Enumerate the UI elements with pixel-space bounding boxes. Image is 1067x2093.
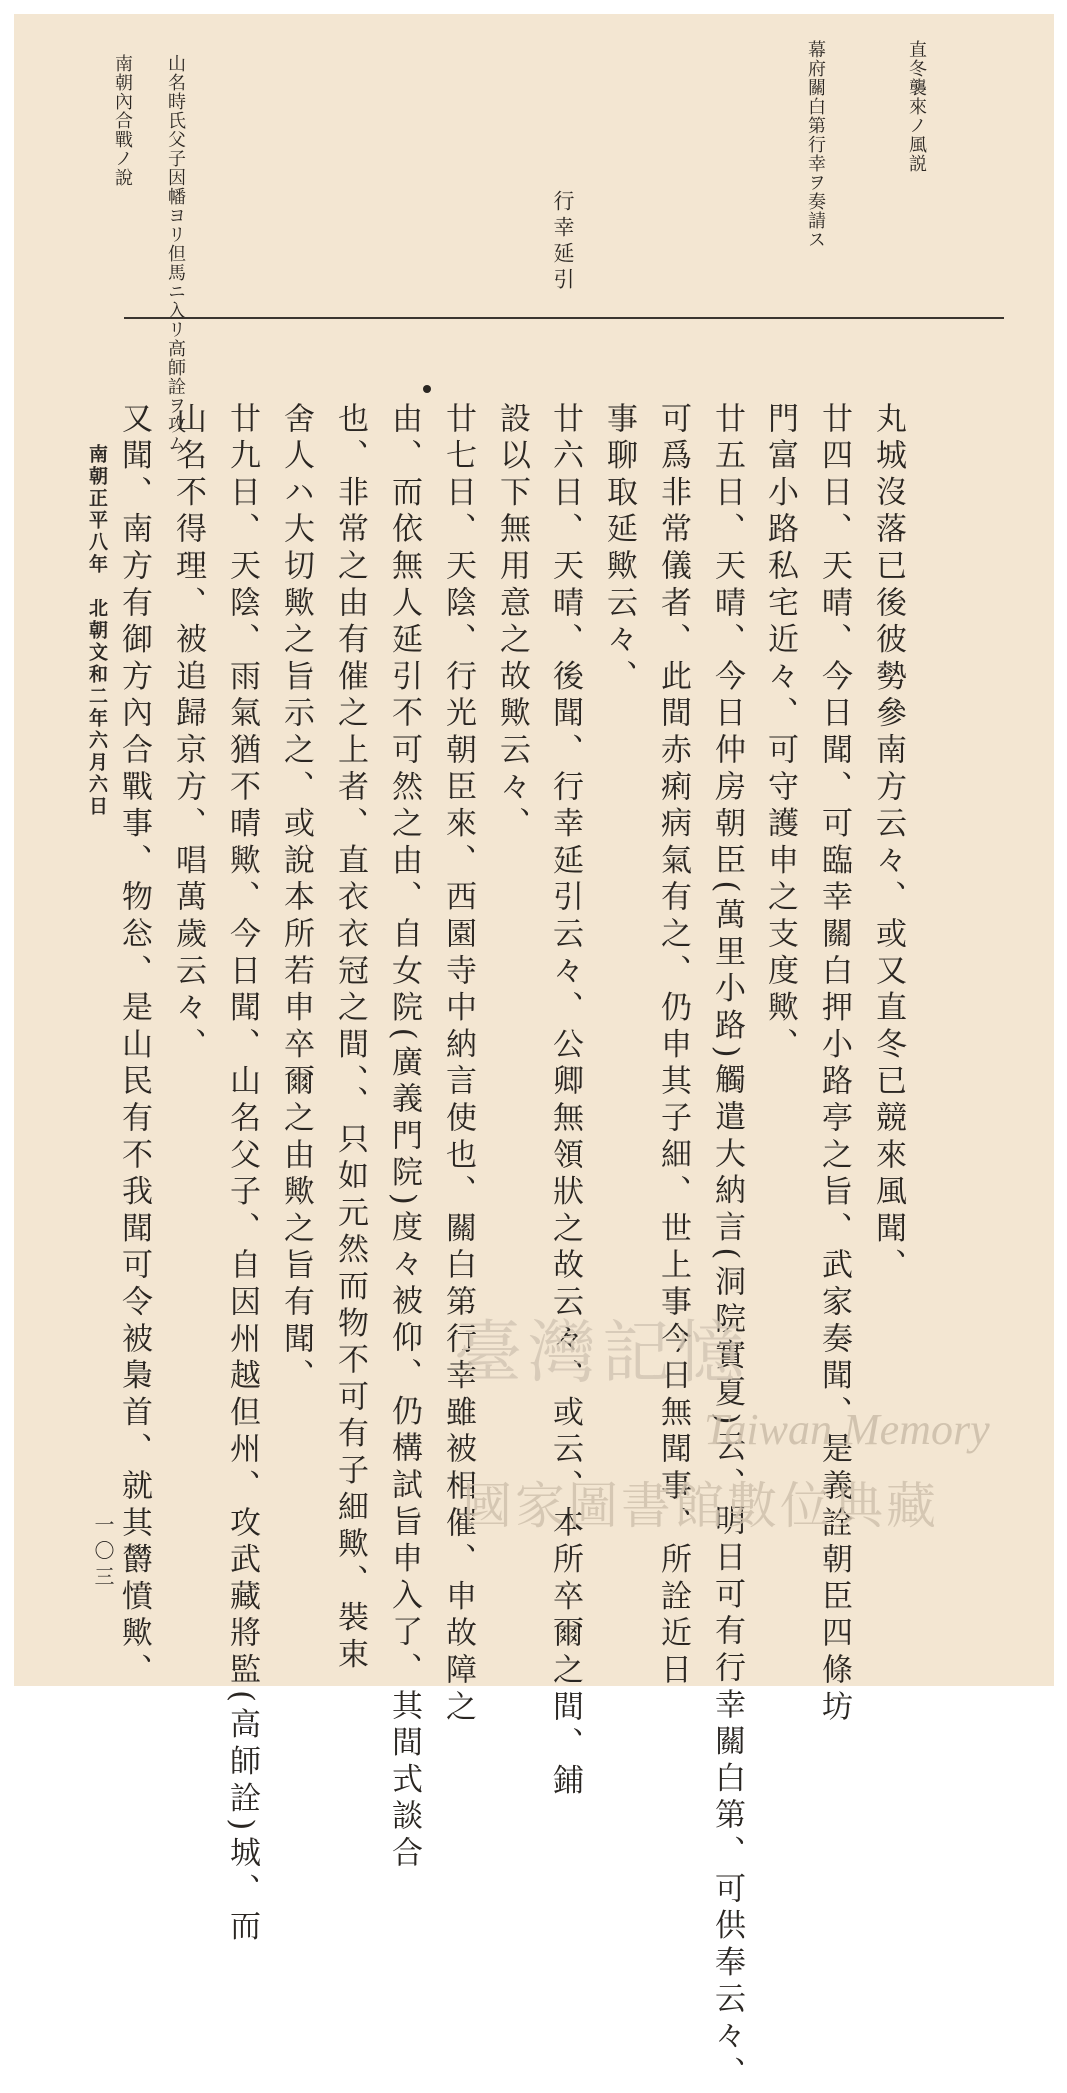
- headnote-yamana-attack: 山名時氏父子因幡ヨリ但馬ニ入リ高師詮ヲ攻ム: [165, 54, 186, 453]
- body-column-9: 廿七日、天陰、行光朝臣來、西園寺中納言使也、關白第行幸雖被相催、申故障之: [440, 402, 476, 1727]
- body-column-10: 由、而依無人延引不可然之由、自女院(廣義門院)度々被仰、仍構試旨申入了、其間式談合: [386, 402, 422, 1873]
- body-column-5: 可爲非常儀者、此間赤痢病氣有之、仍申其子細、世上事今日無聞事、所詮近日: [655, 402, 691, 1690]
- body-column-8: 設以下無用意之故歟云々、: [494, 402, 530, 844]
- body-column-1: 丸城沒落已後彼勢參南方云々、或又直冬已競來風聞、: [870, 402, 906, 1286]
- body-column-13: 廿九日、天陰、雨氣猶不晴歟、今日聞、山名父子、自因州越但州、攻武藏將監(高師詮)城、而: [224, 402, 260, 1947]
- body-column-2: 廿四日、天晴、今日聞、可臨幸關白押小路亭之旨、武家奏聞、是義詮朝臣四條坊: [816, 402, 852, 1727]
- margin-bullet-mark: [423, 385, 431, 393]
- body-column-14: 山名不得理、被追歸京方、唱萬歲云々、: [170, 402, 206, 1065]
- headnote-southern-conflict: 南朝內合戰ノ說: [112, 54, 133, 187]
- body-column-6: 事聊取延歟云々、: [601, 402, 637, 697]
- document-page: [14, 14, 1054, 2093]
- body-column-3: 門富小路私宅近々、可守護申之支度歟、: [762, 402, 798, 1065]
- headnote-gyoko-request: 幕府關白第行幸ヲ奏請ス: [805, 40, 826, 249]
- body-column-11: 也、非常之由有催之上者、直衣衣冠之間、、只如元然而物不可有子細歟、裝束: [332, 402, 368, 1675]
- page-number: 一〇三: [91, 1514, 115, 1592]
- watermark-taiwan-memory-en: Taiwan Memory: [704, 1405, 990, 1454]
- body-column-4: 廿五日、天晴、今日仲房朝臣(萬里小路)觸遣大納言(洞院實夏)云、明日可有行幸關白第、可供奉云々、: [709, 402, 745, 2093]
- footer-date: 南朝正平八年 北朝文和二年六月六日: [86, 444, 108, 818]
- body-column-12: 舍人ハ大切歟之旨示之、或說本所若申卒爾之由歟之旨有聞、: [278, 402, 314, 1396]
- headnote-naotoyo-rumor: 直冬襲來ノ風説: [906, 40, 927, 173]
- watermark-national-library: 國家圖書館數位典藏: [462, 1477, 939, 1535]
- body-column-7: 廿六日、天晴、後聞、行幸延引云々、公卿無領狀之故云々、或云、本所卒爾之間、鋪: [547, 402, 583, 1801]
- watermark-taiwan-memory-cn: 臺灣記憶: [454, 1314, 751, 1393]
- header-rule: [124, 317, 1004, 319]
- body-column-15: 又聞、南方有御方內合戰事、物忩、是山民有不我聞可令被梟首、就其欝憤歟、: [116, 402, 152, 1690]
- headnote-gyoko-delay: 行幸延引: [551, 190, 575, 294]
